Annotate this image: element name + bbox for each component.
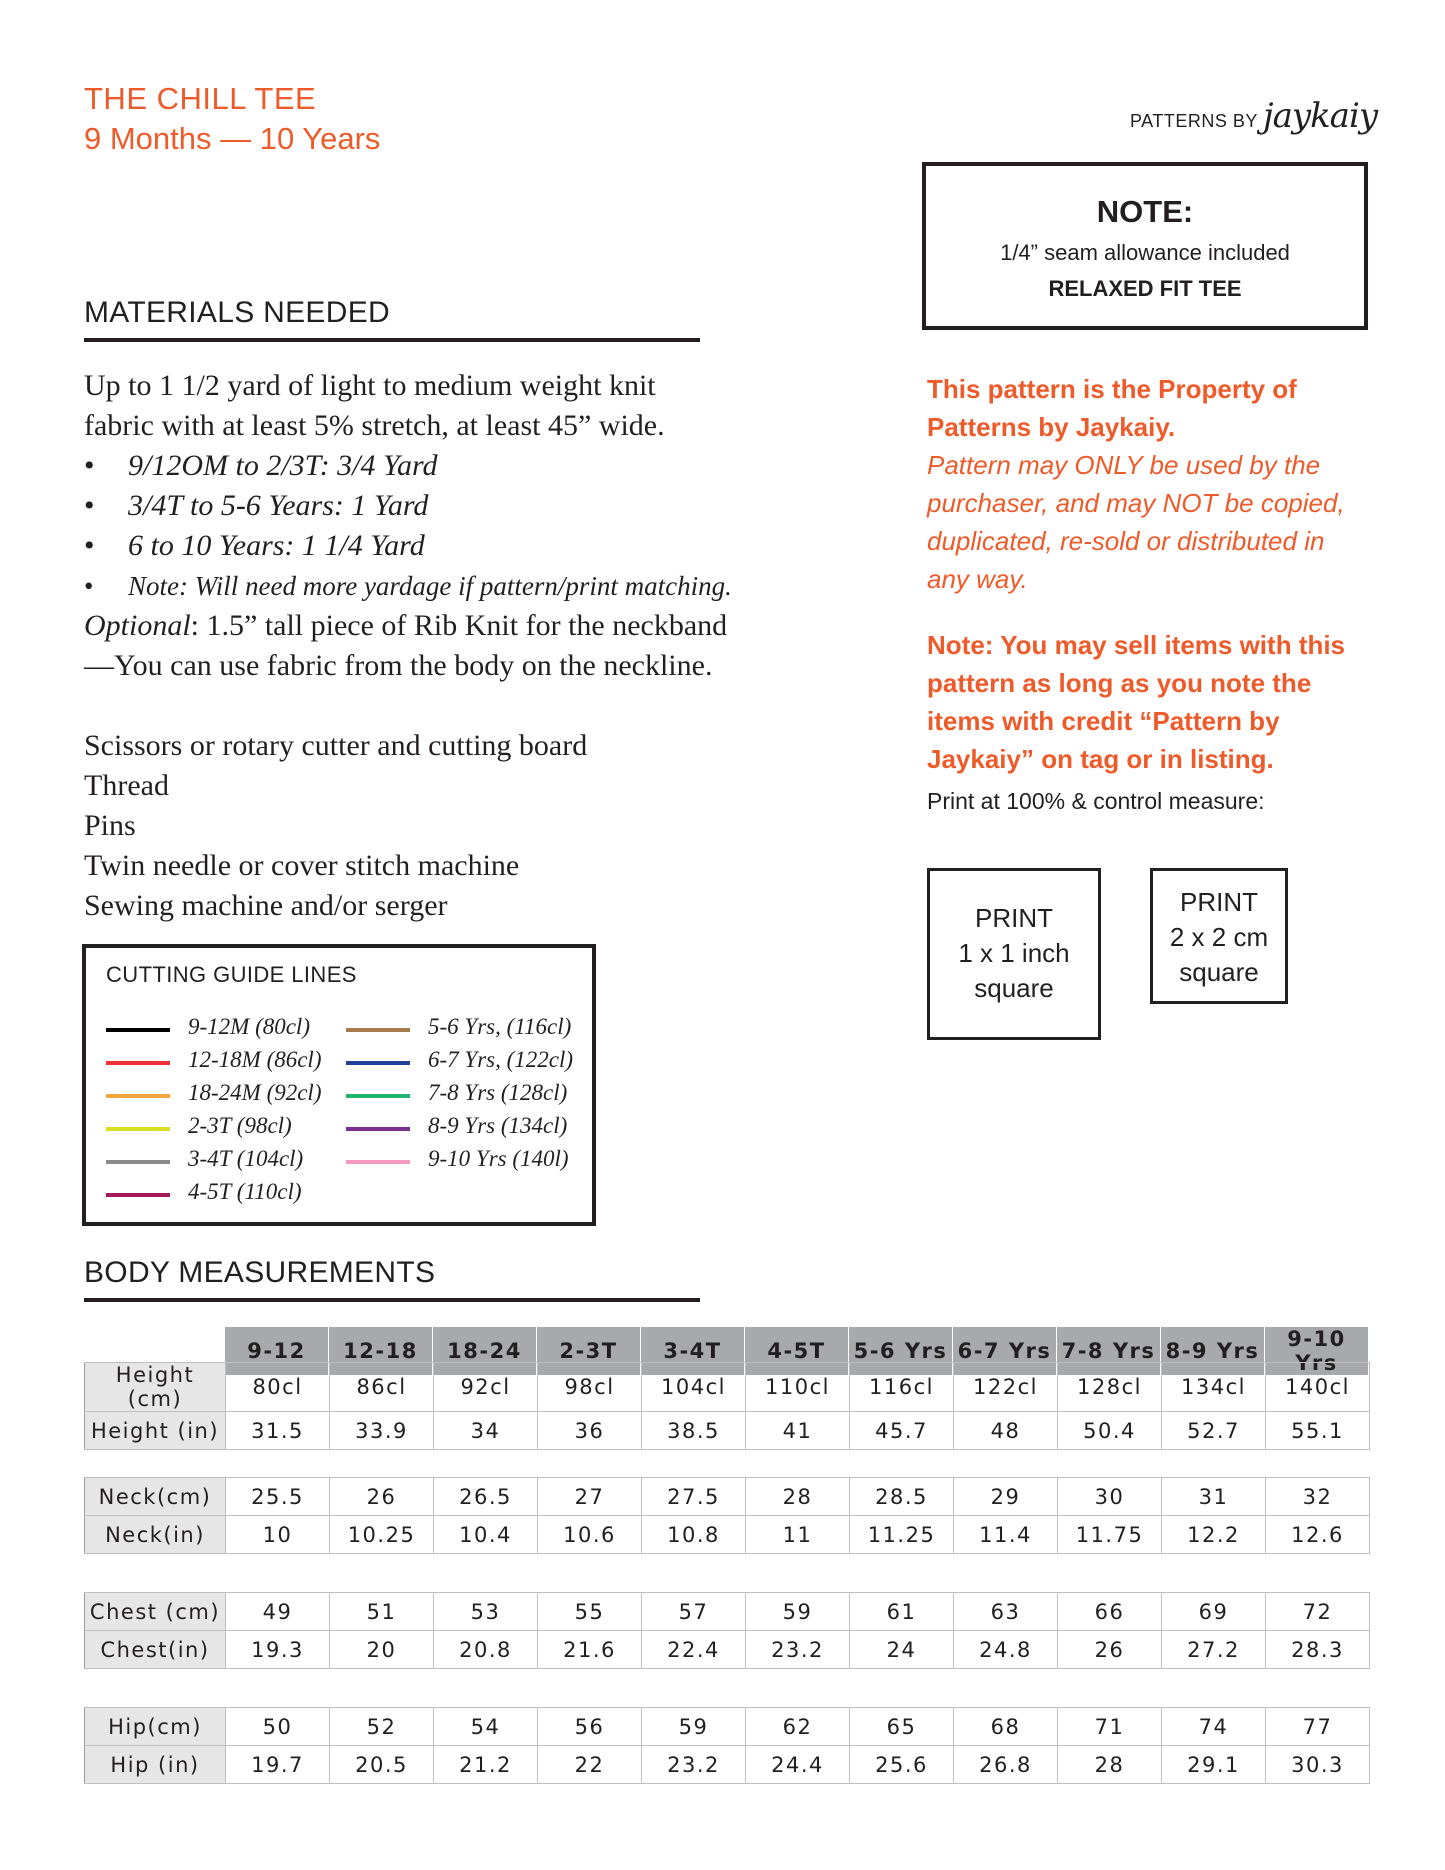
- measurement-value: 53: [434, 1593, 538, 1631]
- cutting-guide-entry: [106, 1179, 326, 1212]
- measurement-value: 24.4: [746, 1746, 850, 1784]
- page-title: THE CHILL TEE: [84, 81, 317, 116]
- size-header-cell: 2-3T: [537, 1327, 641, 1376]
- materials-bullet: • Note: Will need more yardage if pattern/print matching.: [84, 566, 784, 606]
- cutting-guide-label: 18-24M (92cl): [188, 1080, 322, 1105]
- measurement-value: 21.2: [434, 1746, 538, 1784]
- print-inch-l3: square: [974, 973, 1054, 1003]
- print-cm-l3: square: [1179, 957, 1259, 987]
- measurement-value: 12.6: [1266, 1516, 1370, 1554]
- cutting-guide-label: 2-3T (98cl): [188, 1113, 292, 1138]
- size-header-cell: 7-8 Yrs: [1057, 1327, 1161, 1376]
- measurement-value: 27.2: [1162, 1631, 1266, 1669]
- print-cm-square: [1150, 868, 1288, 1004]
- cutting-guide-line-swatch: [106, 1127, 170, 1131]
- measurement-value: 49: [226, 1593, 330, 1631]
- measurement-label: Hip (in): [85, 1746, 226, 1784]
- property-italic-2: purchaser, and may NOT be copied,: [927, 488, 1345, 518]
- measurement-value: 104cl: [642, 1363, 746, 1412]
- sell-note-2: pattern as long as you note the: [927, 668, 1312, 698]
- measurement-value: 22.4: [642, 1631, 746, 1669]
- measurement-value: 20.5: [330, 1746, 434, 1784]
- measurement-value: 27.5: [642, 1478, 746, 1516]
- measurement-value: 10.4: [434, 1516, 538, 1554]
- note-box: [922, 162, 1368, 330]
- measurement-value: 54: [434, 1708, 538, 1746]
- cutting-guide-title: CUTTING GUIDE LINES: [106, 962, 357, 987]
- size-header-cell: 3-4T: [641, 1327, 745, 1376]
- measurement-row: [85, 1746, 1370, 1784]
- measurement-value: 50: [226, 1708, 330, 1746]
- print-inch-l2: 1 x 1 inch: [958, 938, 1070, 968]
- measurement-value: 28.3: [1266, 1631, 1370, 1669]
- cutting-guide-entry: [346, 1047, 586, 1080]
- measurement-value: 32: [1266, 1478, 1370, 1516]
- measurement-table: [84, 1592, 1370, 1669]
- measurement-value: 19.3: [226, 1631, 330, 1669]
- optional-label: Optional: [84, 609, 191, 642]
- property-italic-4: any way.: [927, 564, 1028, 594]
- body-measurements-rule: [84, 1298, 700, 1302]
- measurement-value: 77: [1266, 1708, 1370, 1746]
- materials-intro-2: fabric with at least 5% stretch, at least 45” wide.: [84, 409, 665, 442]
- materials-bullet: • 6 to 10 Years: 1 1/4 Yard: [84, 526, 784, 566]
- measurement-label: Chest (cm): [85, 1593, 226, 1631]
- measurement-value: 23.2: [746, 1631, 850, 1669]
- size-header-cell: 5-6 Yrs: [849, 1327, 953, 1376]
- cutting-guide-line-swatch: [346, 1094, 410, 1098]
- size-header-cell: 4-5T: [745, 1327, 849, 1376]
- measurement-value: 55: [538, 1593, 642, 1631]
- size-header-cell: 6-7 Yrs: [953, 1327, 1057, 1376]
- measurement-row: [85, 1516, 1370, 1554]
- tool-item: Pins: [84, 809, 136, 842]
- materials-bullet: • 3/4T to 5-6 Years: 1 Yard: [84, 486, 784, 526]
- measurement-value: 29: [954, 1478, 1058, 1516]
- measurement-value: 28.5: [850, 1478, 954, 1516]
- cutting-guide-line-swatch: [346, 1061, 410, 1065]
- cutting-guide-line-swatch: [106, 1160, 170, 1164]
- measurement-value: 65: [850, 1708, 954, 1746]
- measurement-value: 12.2: [1162, 1516, 1266, 1554]
- measurement-value: 25.6: [850, 1746, 954, 1784]
- measurement-row: [85, 1478, 1370, 1516]
- measurement-value: 10.6: [538, 1516, 642, 1554]
- cutting-guide-label: 12-18M (86cl): [188, 1047, 322, 1072]
- measurement-value: 28: [1058, 1746, 1162, 1784]
- measurement-value: 30.3: [1266, 1746, 1370, 1784]
- measurement-value: 29.1: [1162, 1746, 1266, 1784]
- cutting-guide-entry: [346, 1014, 586, 1047]
- measurement-value: 20.8: [434, 1631, 538, 1669]
- measurement-value: 57: [642, 1593, 746, 1631]
- measurement-label: Neck(in): [85, 1516, 226, 1554]
- measurement-value: 22: [538, 1746, 642, 1784]
- cutting-guide-entry: [106, 1014, 326, 1047]
- measurement-value: 30: [1058, 1478, 1162, 1516]
- cutting-guide-line-swatch: [106, 1028, 170, 1032]
- note-fit: RELAXED FIT TEE: [1048, 276, 1242, 301]
- measurement-value: 45.7: [850, 1412, 954, 1450]
- brand-logo: [1130, 96, 1377, 136]
- measurement-value: 74: [1162, 1708, 1266, 1746]
- measurement-value: 134cl: [1162, 1363, 1266, 1412]
- measurement-value: 69: [1162, 1593, 1266, 1631]
- measurement-value: 98cl: [538, 1363, 642, 1412]
- page-subtitle: 9 Months — 10 Years: [84, 121, 381, 156]
- optional-text: : 1.5” tall piece of Rib Knit for the neckband: [190, 609, 728, 642]
- measurement-value: 51: [330, 1593, 434, 1631]
- cutting-guide-label: 5-6 Yrs, (116cl): [428, 1014, 572, 1039]
- measurement-value: 26.5: [434, 1478, 538, 1516]
- measurement-row: [85, 1631, 1370, 1669]
- cutting-guide-label: 9-10 Yrs (140l): [428, 1146, 569, 1171]
- materials-rule: [84, 338, 700, 342]
- measurement-value: 31.5: [226, 1412, 330, 1450]
- property-bold-1: This pattern is the Property of: [927, 374, 1297, 404]
- print-note: Print at 100% & control measure:: [927, 788, 1265, 814]
- measurement-label: Height (in): [85, 1412, 226, 1450]
- cutting-guide-label: 6-7 Yrs, (122cl): [428, 1047, 574, 1072]
- note-heading: NOTE:: [1096, 194, 1194, 229]
- measurement-value: 140cl: [1266, 1363, 1370, 1412]
- measurement-value: 11.75: [1058, 1516, 1162, 1554]
- measurement-value: 24: [850, 1631, 954, 1669]
- print-inch-l1: PRINT: [975, 903, 1053, 933]
- measurement-value: 52.7: [1162, 1412, 1266, 1450]
- cutting-guide-line-swatch: [346, 1160, 410, 1164]
- property-bold-2: Patterns by Jaykaiy.: [927, 412, 1176, 442]
- measurement-value: 41: [746, 1412, 850, 1450]
- measurement-value: 71: [1058, 1708, 1162, 1746]
- sell-note-3: items with credit “Pattern by: [927, 706, 1280, 736]
- measurement-value: 92cl: [434, 1363, 538, 1412]
- cutting-guide-label: 9-12M (80cl): [188, 1014, 310, 1039]
- cutting-guide-entry: [106, 1113, 326, 1146]
- measurement-value: 34: [434, 1412, 538, 1450]
- print-cm-l1: PRINT: [1180, 887, 1258, 917]
- measurement-value: 48: [954, 1412, 1058, 1450]
- materials-heading: MATERIALS NEEDED: [84, 296, 390, 329]
- measurement-value: 19.7: [226, 1746, 330, 1784]
- measurement-value: 63: [954, 1593, 1058, 1631]
- measurement-row: [85, 1593, 1370, 1631]
- measurement-value: 52: [330, 1708, 434, 1746]
- measurement-label: Chest(in): [85, 1631, 226, 1669]
- cutting-guide-entry: [346, 1080, 586, 1113]
- cutting-guide-entry: [106, 1047, 326, 1080]
- cutting-guide-label: 3-4T (104cl): [188, 1146, 304, 1171]
- size-header-cell: 9-10 Yrs: [1265, 1327, 1369, 1376]
- sell-note-1: Note: You may sell items with this: [927, 630, 1346, 660]
- measurement-value: 10.8: [642, 1516, 746, 1554]
- tool-item: Thread: [84, 769, 169, 802]
- measurement-value: 26: [1058, 1631, 1162, 1669]
- tool-item: Twin needle or cover stitch machine: [84, 849, 520, 882]
- measurement-value: 25.5: [226, 1478, 330, 1516]
- measurement-table: [84, 1362, 1370, 1450]
- property-italic-1: Pattern may ONLY be used by the: [927, 450, 1321, 480]
- cutting-guide-entry: [346, 1146, 586, 1179]
- measurement-value: 56: [538, 1708, 642, 1746]
- measurement-row: [85, 1363, 1370, 1412]
- note-seam-allowance: 1/4” seam allowance included: [1000, 240, 1290, 265]
- measurement-value: 55.1: [1266, 1412, 1370, 1450]
- measurement-table: [84, 1477, 1370, 1554]
- cutting-guide-entry: [106, 1146, 326, 1179]
- measurement-value: 31: [1162, 1478, 1266, 1516]
- measurement-value: 66: [1058, 1593, 1162, 1631]
- materials-list: [84, 366, 784, 926]
- brand-script: jaykaiy: [1263, 96, 1378, 136]
- measurement-label: Hip(cm): [85, 1708, 226, 1746]
- measurement-value: 61: [850, 1593, 954, 1631]
- cutting-guide-line-swatch: [106, 1193, 170, 1197]
- measurement-value: 50.4: [1058, 1412, 1162, 1450]
- measurement-value: 72: [1266, 1593, 1370, 1631]
- cutting-guide-line-swatch: [346, 1028, 410, 1032]
- measurement-value: 80cl: [226, 1363, 330, 1412]
- measurement-row: [85, 1708, 1370, 1746]
- measurement-value: 86cl: [330, 1363, 434, 1412]
- measurement-row: [85, 1412, 1370, 1450]
- cutting-guide-label: 4-5T (110cl): [188, 1179, 302, 1204]
- measurement-value: 11: [746, 1516, 850, 1554]
- cutting-guide-label: 8-9 Yrs (134cl): [428, 1113, 568, 1138]
- measurement-value: 116cl: [850, 1363, 954, 1412]
- measurement-value: 59: [746, 1593, 850, 1631]
- materials-bullet: • 9/12OM to 2/3T: 3/4 Yard: [84, 446, 784, 486]
- tool-item: Sewing machine and/or serger: [84, 889, 448, 922]
- measurement-value: 11.4: [954, 1516, 1058, 1554]
- measurement-value: 24.8: [954, 1631, 1058, 1669]
- size-header-cell: 18-24: [433, 1327, 537, 1376]
- print-cm-l2: 2 x 2 cm: [1169, 922, 1269, 952]
- measurement-value: 122cl: [954, 1363, 1058, 1412]
- materials-optional: [84, 606, 784, 646]
- measurement-value: 11.25: [850, 1516, 954, 1554]
- cutting-guide-line-swatch: [106, 1094, 170, 1098]
- measurement-value: 33.9: [330, 1412, 434, 1450]
- measurement-value: 110cl: [746, 1363, 850, 1412]
- sell-note-4: Jaykaiy” on tag or in listing.: [927, 744, 1274, 774]
- measurement-label: Height (cm): [85, 1363, 226, 1412]
- tool-item: Scissors or rotary cutter and cutting board: [84, 729, 588, 762]
- property-notice: [927, 370, 1367, 820]
- size-header-cell: 12-18: [329, 1327, 433, 1376]
- measurement-value: 59: [642, 1708, 746, 1746]
- measurement-value: 128cl: [1058, 1363, 1162, 1412]
- cutting-guide-line-swatch: [106, 1061, 170, 1065]
- body-measurements-heading: BODY MEASUREMENTS: [84, 1256, 436, 1289]
- measurement-value: 10.25: [330, 1516, 434, 1554]
- materials-intro-1: Up to 1 1/2 yard of light to medium weight knit: [84, 369, 656, 402]
- measurement-value: 21.6: [538, 1631, 642, 1669]
- cutting-guide-label: 7-8 Yrs (128cl): [428, 1080, 568, 1105]
- print-inch-square: [927, 868, 1101, 1040]
- cutting-guide-entry: [346, 1113, 586, 1146]
- cutting-guide-box: [82, 944, 596, 1226]
- measurement-value: 20: [330, 1631, 434, 1669]
- measurement-value: 38.5: [642, 1412, 746, 1450]
- measurement-value: 26: [330, 1478, 434, 1516]
- property-italic-3: duplicated, re-sold or distributed in: [927, 526, 1325, 556]
- measurement-value: 68: [954, 1708, 1058, 1746]
- brand-prefix: PATTERNS BY: [1130, 111, 1258, 131]
- measurement-value: 28: [746, 1478, 850, 1516]
- cutting-guide-line-swatch: [346, 1127, 410, 1131]
- size-header-cell: 9-12: [225, 1327, 329, 1376]
- measurement-value: 23.2: [642, 1746, 746, 1784]
- cutting-guide-entry: [106, 1080, 326, 1113]
- materials-optional-2: —You can use fabric from the body on the neckline.: [84, 649, 713, 682]
- measurement-label: Neck(cm): [85, 1478, 226, 1516]
- measurement-value: 27: [538, 1478, 642, 1516]
- measurement-value: 62: [746, 1708, 850, 1746]
- measurement-value: 10: [226, 1516, 330, 1554]
- measurement-value: 36: [538, 1412, 642, 1450]
- measurement-table: [84, 1707, 1370, 1784]
- measurement-value: 26.8: [954, 1746, 1058, 1784]
- size-header-cell: 8-9 Yrs: [1161, 1327, 1265, 1376]
